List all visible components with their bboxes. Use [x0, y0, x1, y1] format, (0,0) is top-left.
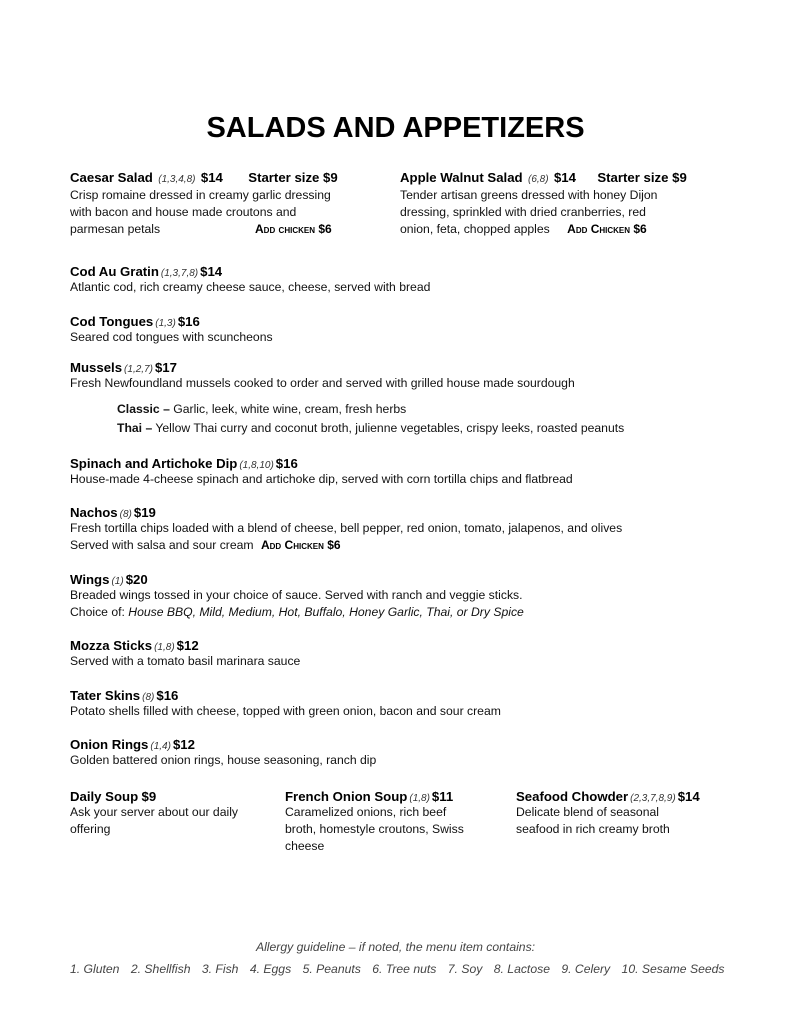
item-allergens: (1,8,10) [239, 460, 274, 471]
item-name: Tater Skins [70, 688, 141, 703]
menu-item-onion-rings [70, 737, 750, 769]
item-allergens: (1,8) [154, 642, 175, 653]
variant-description: Yellow Thai curry and coconut broth, julienne vegetables, crispy leeks, roasted peanuts [155, 421, 625, 435]
mussels-variants [117, 400, 750, 438]
menu-item-daily-soup [70, 789, 270, 838]
item-allergens: (1,8) [409, 793, 430, 804]
menu-item-apple-walnut-salad [400, 170, 720, 238]
item-description-line: with bacon and house made croutons and [70, 205, 297, 219]
item-price: $11 [431, 789, 454, 804]
allergy-guideline-note: Allergy guideline – if noted, the menu item contains: [255, 940, 536, 954]
allergy-entry: 1. Gluten [70, 962, 120, 976]
item-name: Spinach and Artichoke Dip [70, 456, 238, 471]
item-description: Atlantic cod, rich creamy cheese sauce, cheese, served with bread [70, 280, 431, 294]
item-price: $12 [176, 638, 199, 653]
item-name: Nachos [70, 505, 118, 520]
item-name: Cod Au Gratin [70, 264, 159, 279]
item-name: Wings [70, 572, 110, 587]
menu-item-seafood-chowder [516, 789, 746, 838]
item-description: House-made 4-cheese spinach and artichoke dip, served with corn tortilla chips and flatbread [70, 472, 573, 486]
item-name: Cod Tongues [70, 314, 154, 329]
item-name: Apple Walnut Salad [400, 170, 523, 185]
item-allergens: (2,3,7,8,9) [630, 793, 676, 804]
item-price: $14 [677, 789, 700, 804]
variant-name: Classic – [117, 402, 170, 416]
item-description-secondary: Served with salsa and sour cream [70, 538, 254, 552]
item-allergens: (8) [119, 509, 132, 520]
menu-item-wings [70, 572, 750, 621]
item-allergens: (1,3) [155, 318, 176, 329]
menu-item-french-onion-soup [285, 789, 505, 855]
allergy-entry: 10. Sesame Seeds [621, 962, 725, 976]
item-allergens: (8) [142, 692, 155, 703]
item-description: Seared cod tongues with scuncheons [70, 330, 273, 344]
item-description-line: Caramelized onions, rich beef [285, 805, 447, 819]
allergy-list [70, 962, 730, 976]
item-price: $16 [275, 456, 298, 471]
item-name: Caesar Salad [70, 170, 153, 185]
item-allergens: (1,2,7) [124, 364, 153, 375]
item-description: Potato shells filled with cheese, topped with green onion, bacon and sour cream [70, 704, 501, 718]
item-description-line: Tender artisan greens dressed with honey Dijon [400, 188, 658, 202]
item-name: French Onion Soup [285, 789, 408, 804]
item-name: Daily Soup [70, 789, 139, 804]
item-price: $17 [154, 360, 177, 375]
allergy-entry: 5. Peanuts [302, 962, 361, 976]
item-price: $12 [172, 737, 195, 752]
starter-size-price: Starter size $9 [248, 170, 338, 185]
item-description: Served with a tomato basil marinara sauce [70, 654, 301, 668]
menu-item-tater-skins [70, 688, 750, 720]
item-description-line: parmesan petals [70, 222, 161, 236]
item-allergens: (6,8) [528, 174, 549, 185]
allergy-entry: 2. Shellfish [130, 962, 191, 976]
allergy-entry: 6. Tree nuts [372, 962, 437, 976]
item-price: $14 [200, 264, 223, 279]
item-price: $20 [125, 572, 148, 587]
sauce-choices: House BBQ, Mild, Medium, Hot, Buffalo, Honey Garlic, Thai, or Dry Spice [128, 605, 524, 619]
item-description-line: onion, feta, chopped apples [400, 222, 550, 236]
menu-item-cod-au-gratin [70, 264, 750, 296]
menu-item-caesar-salad [70, 170, 390, 238]
add-chicken-option: Add Chicken $6 [567, 222, 647, 236]
menu-item-mozza-sticks [70, 638, 750, 670]
item-price: $16 [156, 688, 179, 703]
item-description-line: Crisp romaine dressed in creamy garlic dressing [70, 188, 331, 202]
variant-name: Thai – [117, 421, 153, 435]
starter-size-price: Starter size $9 [597, 170, 687, 185]
item-description: Golden battered onion rings, house seasoning, ranch dip [70, 753, 377, 767]
item-allergens: (1,4) [150, 741, 171, 752]
item-description-line: Delicate blend of seasonal [516, 805, 659, 819]
item-price: $14 [553, 170, 576, 185]
menu-item-spinach-artichoke-dip [70, 456, 750, 488]
menu-item-cod-tongues [70, 314, 750, 346]
item-name: Onion Rings [70, 737, 149, 752]
item-description-line: offering [70, 822, 111, 836]
item-description: Fresh tortilla chips loaded with a blend of cheese, bell pepper, red onion, tomato, jalapenos, and olives [70, 521, 623, 535]
item-name: Mozza Sticks [70, 638, 153, 653]
item-description: Breaded wings tossed in your choice of sauce. Served with ranch and veggie sticks. [70, 588, 523, 602]
item-price: $14 [200, 170, 223, 185]
add-chicken-option: Add chicken $6 [255, 222, 332, 236]
page-title: SALADS AND APPETIZERS [206, 112, 585, 144]
item-name: Mussels [70, 360, 123, 375]
allergy-entry: 4. Eggs [249, 962, 292, 976]
variant-thai [117, 419, 750, 438]
item-description-line: Ask your server about our daily [70, 805, 238, 819]
item-allergens: (1) [111, 576, 124, 587]
item-description-line: broth, homestyle croutons, Swiss [285, 822, 464, 836]
menu-item-nachos [70, 505, 750, 554]
item-price: $9 [141, 789, 157, 804]
allergy-entry: 7. Soy [447, 962, 483, 976]
item-allergens: (1,3,7,8) [160, 268, 199, 279]
item-price: $19 [133, 505, 156, 520]
item-description-line: cheese [285, 839, 325, 853]
item-description-line: dressing, sprinkled with dried cranberries, red [400, 205, 646, 219]
allergy-entry: 9. Celery [561, 962, 611, 976]
item-allergens: (1,3,4,8) [158, 174, 196, 185]
add-chicken-option: Add Chicken $6 [260, 538, 341, 552]
item-description-line: seafood in rich creamy broth [516, 822, 670, 836]
variant-classic [117, 400, 750, 419]
item-name: Seafood Chowder [516, 789, 629, 804]
allergy-entry: 3. Fish [201, 962, 239, 976]
choice-label: Choice of: [70, 605, 125, 619]
allergy-entry: 8. Lactose [493, 962, 550, 976]
variant-description: Garlic, leek, white wine, cream, fresh herbs [173, 402, 407, 416]
item-price: $16 [177, 314, 200, 329]
menu-item-mussels [70, 360, 750, 438]
item-description: Fresh Newfoundland mussels cooked to order and served with grilled house made sourdough [70, 376, 575, 390]
